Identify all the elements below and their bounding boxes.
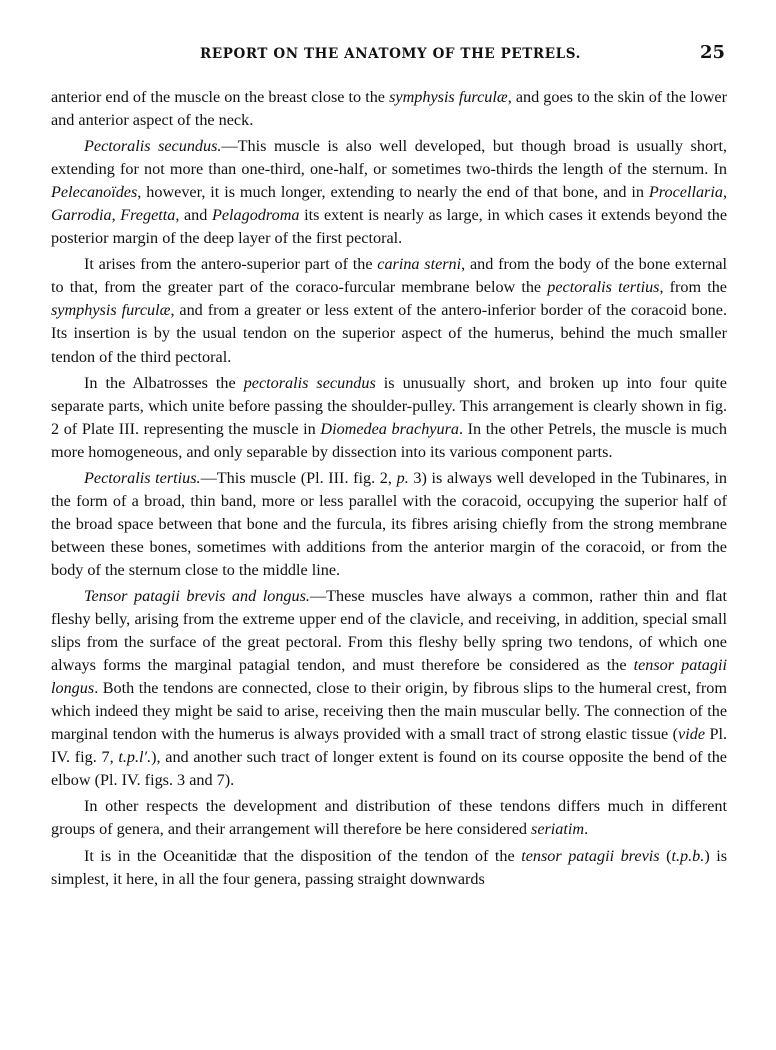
text-run: , however, it is much longer, extending to nearly the end of that bone, and in: [137, 183, 649, 202]
italic-text-run: tensor patagii longus: [51, 656, 727, 698]
text-run: . In the other Petrels, the muscle is much more homogeneous, and only separable by dissection into its various component parts.: [51, 419, 728, 461]
paragraph: [51, 372, 727, 464]
italic-text-run: Tensor patagii brevis and longus.: [84, 586, 310, 605]
text-run: —These muscles have always a common, rather thin and flat fleshy belly, arising from the extreme upper end of the clavicle, and receiving, in addition, special small slips from the surface of the great pectoral. From this fleshy belly spring two tendons, of which one always forms the marginal patagial tendon, and must therefore be considered as the: [51, 586, 727, 675]
text-run: It arises from the antero-superior part of the: [84, 255, 378, 274]
italic-text-run: Pectoralis tertius.: [84, 468, 201, 487]
italic-text-run: seriatim: [531, 820, 585, 839]
text-run: In the Albatrosses the: [84, 373, 244, 392]
paragraph: [51, 795, 727, 841]
text-run: (: [659, 846, 672, 865]
italic-text-run: Pelecanoïdes: [51, 183, 138, 202]
paragraph: [51, 585, 727, 792]
italic-text-run: symphysis furculæ: [389, 88, 508, 106]
paragraph: [51, 253, 727, 368]
italic-text-run: Fregetta: [120, 206, 176, 225]
body-text: [51, 86, 727, 894]
text-run: , and: [175, 206, 212, 225]
italic-text-run: symphysis furculæ: [51, 301, 171, 320]
text-run: . Both the tendons are connected, close to their origin, by fibrous slips to the humeral crest, from which indeed they might be said to arise, receiving then the main muscular belly. The connection of the marginal tendon with the humerus is always provided with a small tract of strong elastic tissue (: [51, 679, 727, 744]
text-run: ,: [111, 206, 121, 225]
paragraph: [51, 845, 727, 891]
italic-text-run: pectoralis secundus: [243, 373, 376, 392]
running-header: [0, 38, 776, 68]
text-run: , and from the body of the bone external to that, from the greater part of the coraco-furcular membrane below the: [51, 255, 728, 297]
running-title: REPORT ON THE ANATOMY OF THE PETRELS.: [200, 46, 581, 62]
paragraph: [51, 467, 727, 582]
paragraph: [51, 135, 727, 250]
text-run: It is in the Oceanitidæ that the disposition of the tendon of the: [84, 846, 522, 865]
italic-text-run: Garrodia: [51, 206, 112, 225]
text-run: .: [584, 820, 589, 839]
paragraph: [51, 86, 727, 132]
text-run: , and goes to the skin of the lower and anterior aspect of the neck.: [51, 88, 728, 130]
italic-text-run: t.p.b.: [671, 846, 705, 865]
text-run: , and from a greater or less extent of the antero-inferior border of the coracoid bone. Its insertion is by the usual tendon on the superior aspect of the humerus, behind the much smaller tendon of the third pectoral.: [51, 301, 727, 366]
text-run: —This muscle is also well developed, but though broad is usually short, extending for not more than one-third, one-half, or sometimes two-thirds the length of the sternum. In: [51, 137, 727, 179]
text-run: anterior end of the muscle on the breast close to the: [51, 88, 390, 106]
italic-text-run: tensor patagii brevis: [521, 846, 660, 865]
italic-text-run: p.: [396, 468, 409, 487]
italic-text-run: t.p.l′.: [118, 748, 152, 767]
italic-text-run: Pelagodroma: [211, 206, 300, 225]
text-run: In other respects the development and distribution of these tendons differs much in different groups of genera, and their arrangement will therefore be here considered: [51, 797, 727, 839]
italic-text-run: vide: [678, 725, 706, 744]
italic-text-run: Pectoralis secundus.: [84, 137, 222, 156]
italic-text-run: pectoralis tertius: [547, 278, 660, 297]
text-run: —This muscle (Pl. III. fig. 2,: [200, 468, 397, 487]
page-number: 25: [700, 42, 726, 63]
text-run: ) is simplest, it here, in all the four genera, passing straight downwards: [51, 846, 728, 888]
text-run: ), and another such tract of longer extent is found on its course opposite the bend of the elbow (Pl. IV. figs. 3 and 7).: [51, 748, 727, 790]
text-run: is unusually short, and broken up into four quite separate parts, which unite before passing the shoulder-pulley. This arrangement is clearly shown in fig. 2 of Plate III. representing the muscle in: [51, 373, 727, 438]
text-run: ,: [722, 183, 727, 202]
text-run: , from the: [659, 278, 727, 297]
text-run: 3) is always well developed in the Tubinares, in the form of a broad, thin band, more or less parallel with the coracoid, occupying the superior half of the broad space between that bone and the furcula, its fibres arising chiefly from the strong membrane between these bones, sometimes with additions from the anterior margin of the coracoid, or from the body of the sternum close to the middle line.: [51, 468, 727, 579]
italic-text-run: Diomedea brachyura: [320, 419, 459, 438]
text-run: Pl. IV. fig. 7,: [51, 725, 727, 767]
italic-text-run: carina sterni: [377, 255, 462, 274]
text-run: its extent is nearly as large, in which cases it extends beyond the posterior margin of the deep layer of the first pectoral.: [51, 206, 728, 248]
italic-text-run: Procellaria: [648, 183, 723, 202]
